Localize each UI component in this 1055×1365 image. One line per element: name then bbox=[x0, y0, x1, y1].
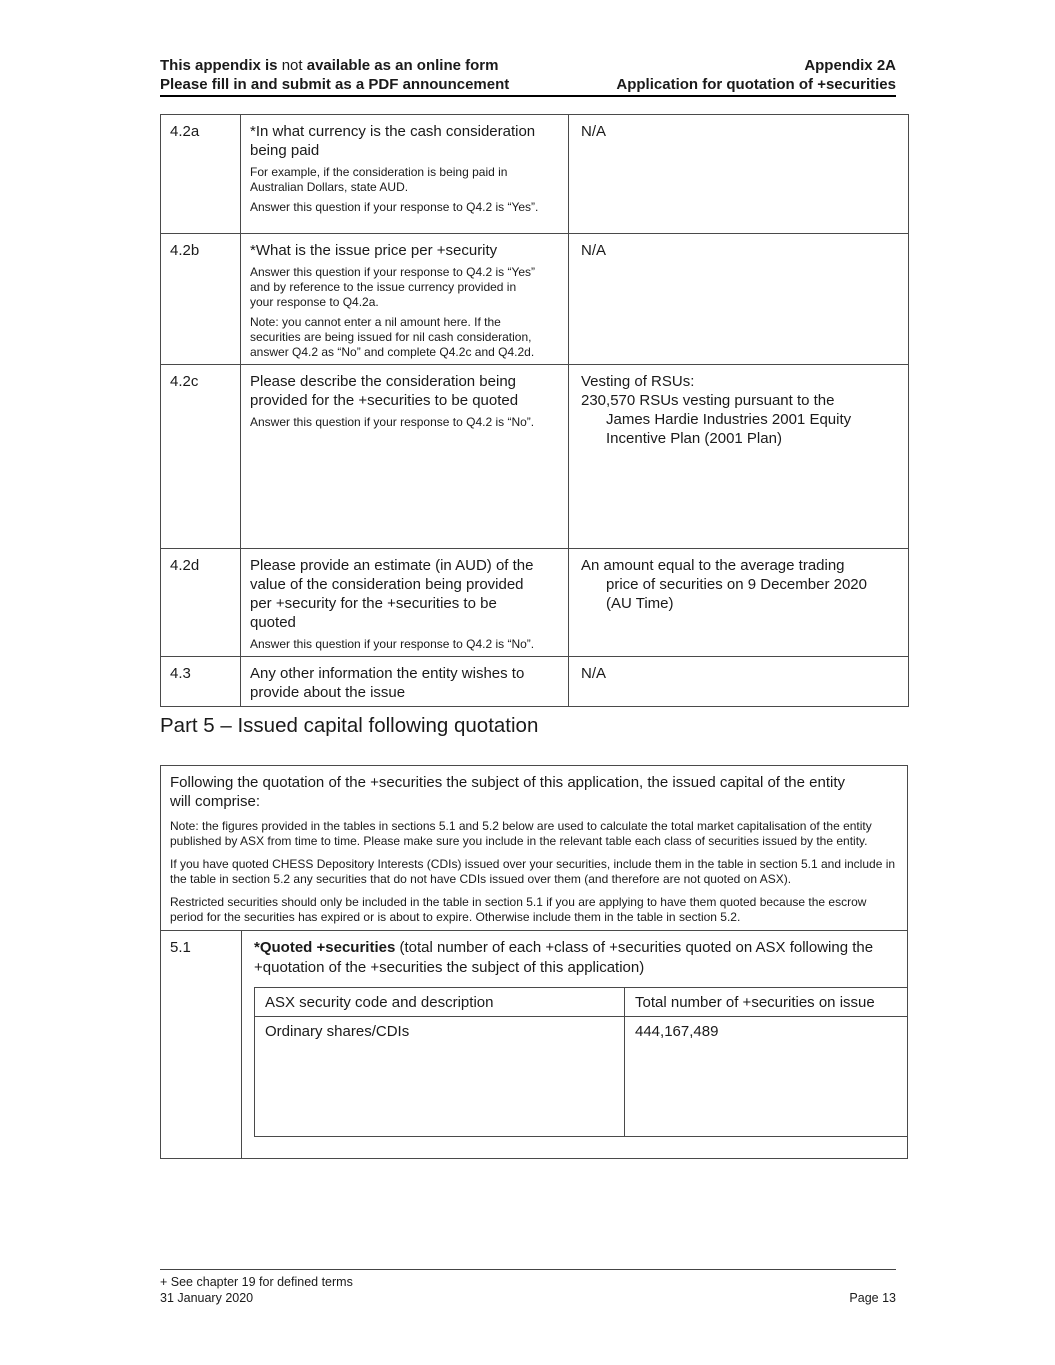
quoted-securities-label-bold: *Quoted +securities bbox=[254, 939, 396, 956]
header-note-pre: This appendix is bbox=[160, 57, 282, 74]
defined-terms-note: + See chapter 19 for defined terms bbox=[160, 1275, 353, 1289]
part5-note: Note: the figures provided in the tables in sections 5.1 and 5.2 below are used to calculate the total market capitalisation of the entity published by ASX from time to time. Please make sure you include in the relevant table each class of securities issued by the entity. bbox=[170, 819, 872, 848]
answer-cell bbox=[569, 365, 909, 549]
question-note: Answer this question if your response to Q4.2 is “No”. bbox=[250, 637, 535, 651]
securities-table-row bbox=[255, 1017, 908, 1137]
page-number: Page 13 bbox=[849, 1291, 896, 1305]
question-text: Please describe the consideration being provided for the +securities to be quoted bbox=[250, 373, 519, 409]
part5-box bbox=[160, 765, 908, 1159]
answer-text: Vesting of RSUs: bbox=[581, 373, 695, 390]
question-note: Note: you cannot enter a nil amount here. If the securities are being issued for nil cash consideration, answer Q4.2 as “No” and complete Q4.2c and Q4.2d. bbox=[250, 315, 535, 359]
table-row-4-2d bbox=[161, 549, 909, 657]
security-code-value: Ordinary shares/CDIs bbox=[255, 1017, 625, 1137]
question-cell bbox=[241, 234, 569, 365]
table-row-4-2c bbox=[161, 365, 909, 549]
question-note: Answer this question if your response to Q4.2 is “No”. bbox=[250, 415, 535, 429]
security-code-header: ASX security code and description bbox=[255, 988, 625, 1017]
footer-left-block bbox=[160, 1274, 353, 1306]
table-row-4-2b bbox=[161, 234, 909, 365]
page-header bbox=[160, 56, 896, 94]
question-note: For example, if the consideration is being paid in Australian Dollars, state AUD. bbox=[250, 165, 508, 194]
row-number: 4.2c bbox=[161, 365, 241, 549]
header-online-form-note bbox=[160, 56, 509, 75]
header-right-block bbox=[616, 56, 896, 94]
answer-text: 230,570 RSUs vesting pursuant to the James Hardie Industries 2001 Equity Incentive Plan (2001 Plan) bbox=[581, 392, 852, 447]
question-cell bbox=[241, 657, 569, 707]
row-number: 4.2a bbox=[161, 115, 241, 234]
quoted-securities-table bbox=[254, 987, 907, 1137]
part4-table bbox=[160, 114, 909, 707]
part5-note: If you have quoted CHESS Depository Interests (CDIs) issued over your securities, include them in the table in section 5.1 and include in the table in section 5.2 any securities that do not have CDIs issued over them (and therefore are not quoted on ASX). bbox=[170, 857, 896, 886]
header-note-post: available as an online form bbox=[302, 57, 499, 74]
answer-text: An amount equal to the average trading price of securities on 9 December 2020 (AU Time) bbox=[581, 557, 867, 612]
footer-date: 31 January 2020 bbox=[160, 1291, 254, 1305]
answer-text: N/A bbox=[581, 665, 607, 682]
total-number-header: Total number of +securities on issue bbox=[625, 988, 908, 1017]
row-number: 4.2d bbox=[161, 549, 241, 657]
header-submit-note: Please fill in and submit as a PDF announcement bbox=[160, 76, 510, 93]
quoted-securities-label bbox=[254, 938, 894, 978]
total-number-value: 444,167,489 bbox=[625, 1017, 908, 1137]
question-text: Any other information the entity wishes to provide about the issue bbox=[250, 665, 525, 701]
question-cell bbox=[241, 115, 569, 234]
footer-rule bbox=[160, 1269, 896, 1270]
section-5-1-content bbox=[242, 931, 907, 1158]
section-5-1-row bbox=[161, 930, 907, 1158]
question-cell bbox=[241, 365, 569, 549]
answer-text: N/A bbox=[581, 123, 607, 140]
answer-text: N/A bbox=[581, 242, 607, 259]
appendix-subtitle: Application for quotation of +securities bbox=[616, 76, 896, 93]
part5-intro-section bbox=[161, 766, 907, 930]
header-note-not: not bbox=[281, 57, 303, 74]
answer-cell bbox=[569, 234, 909, 365]
part5-intro-text: Following the quotation of the +securities the subject of this application, the issued capital of the entity will comprise: bbox=[170, 774, 845, 810]
footer-row bbox=[160, 1274, 896, 1306]
answer-cell bbox=[569, 115, 909, 234]
answer-cell bbox=[569, 657, 909, 707]
table-row-4-2a bbox=[161, 115, 909, 234]
row-number: 5.1 bbox=[161, 931, 242, 1158]
row-number: 4.3 bbox=[161, 657, 241, 707]
part5-heading: Part 5 – Issued capital following quotation bbox=[160, 714, 539, 737]
answer-cell bbox=[569, 549, 909, 657]
row-number: 4.2b bbox=[161, 234, 241, 365]
header-left-block bbox=[160, 56, 509, 94]
question-text: Please provide an estimate (in AUD) of the value of the consideration being provided per +security for the +securities to be quoted bbox=[250, 557, 534, 631]
quoted-securities-label-rest: (total number of each +class of +securities quoted on ASX following the +quotation of the +securities the subject of this application) bbox=[254, 939, 874, 976]
part5-note: Restricted securities should only be included in the table in section 5.1 if you are applying to have them quoted because the escrow period for the securities has expired or is about to expire. Otherwise include them in the table in section 5.2. bbox=[170, 895, 867, 924]
table-row-4-3 bbox=[161, 657, 909, 707]
question-text: *In what currency is the cash consideration being paid bbox=[250, 123, 536, 159]
header-rule bbox=[160, 95, 896, 97]
question-cell bbox=[241, 549, 569, 657]
appendix-title: Appendix 2A bbox=[804, 57, 896, 74]
question-note: Answer this question if your response to Q4.2 is “Yes”. bbox=[250, 200, 539, 214]
question-text: *What is the issue price per +security bbox=[250, 242, 498, 259]
securities-table-header-row bbox=[255, 988, 908, 1017]
page-footer bbox=[160, 1269, 896, 1306]
question-note: Answer this question if your response to Q4.2 is “Yes” and by reference to the issue currency provided in your response to Q4.2a. bbox=[250, 265, 536, 309]
